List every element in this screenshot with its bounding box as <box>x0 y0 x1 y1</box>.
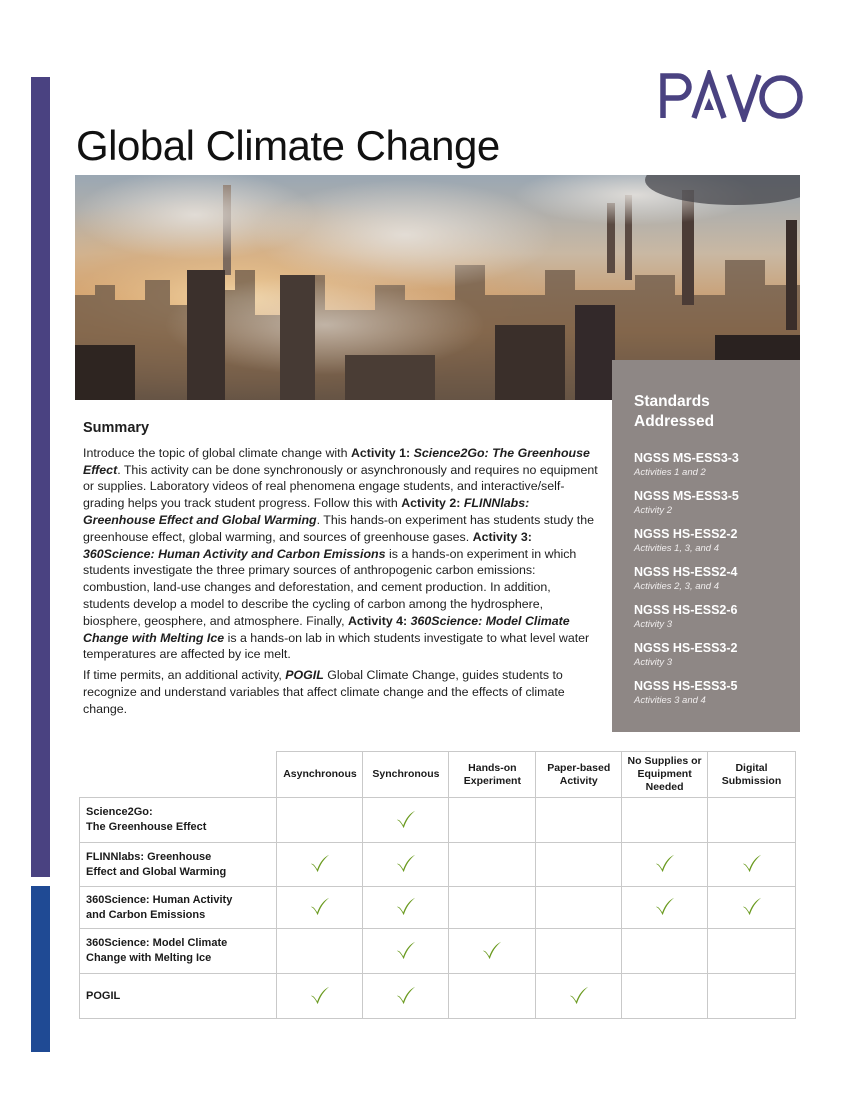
activity-label: Activity 4: <box>347 613 411 628</box>
standards-heading: Standards Addressed <box>634 393 715 430</box>
table-body <box>80 798 796 1019</box>
standards-panel <box>612 360 800 732</box>
table-cell <box>708 887 796 929</box>
checkmark-icon <box>309 895 331 917</box>
standard-code: NGSS HS-ESS2-2 <box>634 527 738 541</box>
row-label <box>80 887 277 929</box>
summary-text: is a hands-on experiment in which students investigate the three primary sources of anthropogenic carbon emissions: combustion, land-use changes and deforestation, and cement production. In addition, students develop a model to describe the cycling of carbon among the hydrosphere, biosphere, geosphere, and atmosphere. Finally, <box>83 546 577 628</box>
row-label-line: Effect and Global Warming <box>86 865 227 878</box>
standard-code: NGSS MS-ESS3-3 <box>634 451 739 465</box>
table-row <box>80 887 796 929</box>
table-cell <box>708 798 796 843</box>
checkmark-icon <box>395 895 417 917</box>
standard-item <box>634 640 782 670</box>
checkmark-icon <box>395 939 417 961</box>
column-header: Synchronous <box>363 752 449 798</box>
row-label-line: Change with Melting Ice <box>86 952 212 964</box>
column-header: Asynchronous <box>277 752 363 798</box>
table-cell <box>622 798 708 843</box>
standard-item <box>634 602 782 632</box>
table-cell <box>449 887 536 929</box>
row-label-line: 360Science: Model Climate <box>86 937 228 949</box>
standard-activities: Activity 3 <box>634 657 673 668</box>
standard-activities: Activities 1 and 2 <box>634 467 706 478</box>
summary-paragraph-2 <box>83 667 598 717</box>
row-label-line: FLINNlabs: Greenhouse <box>86 850 212 863</box>
row-label-line: POGIL <box>86 989 121 1002</box>
table-cell <box>622 974 708 1019</box>
page-title: Global Climate Change <box>76 122 500 169</box>
table-cell <box>449 974 536 1019</box>
column-header: Paper-based Activity <box>536 752 622 798</box>
summary-text: If time permits, an additional activity, <box>83 668 286 683</box>
row-label-line: 360Science: Human Activity <box>86 893 233 906</box>
standard-activities: Activities 2, 3, and 4 <box>634 581 720 592</box>
standard-item <box>634 450 782 480</box>
standard-code: NGSS HS-ESS2-6 <box>634 603 738 617</box>
summary-text: Global Climate Change, guides students to recognize and understand variables that affect climate change and the effects of climate change. <box>83 668 565 716</box>
table-cell <box>536 974 622 1019</box>
column-header: No Supplies or Equipment Needed <box>622 752 708 798</box>
side-accent-bar-blue <box>31 886 50 1052</box>
pavo-logo <box>658 70 804 122</box>
checkmark-icon <box>395 984 417 1006</box>
table-cell <box>536 929 622 974</box>
table-cell <box>277 974 363 1019</box>
table-cell <box>622 843 708 887</box>
summary-text: Introduce the topic of global climate change with <box>83 445 351 460</box>
activity-title: FLINNlabs: Greenhouse Effect and Global Warming <box>83 496 530 527</box>
column-header: Digital Submission <box>708 752 796 798</box>
row-label-line: Science2Go: <box>86 806 153 818</box>
table-cell <box>363 974 449 1019</box>
standard-item <box>634 526 782 556</box>
summary-text: . This activity can be done synchronously or asynchronously and requires no equipment or supplies. Laboratory videos of real phenomena engage students, and interactive/self-grading helps you track student progress. Follow this with <box>83 462 598 511</box>
row-label <box>80 929 277 974</box>
checkmark-icon <box>654 895 676 917</box>
checkmark-icon <box>309 852 331 874</box>
checkmark-icon <box>568 984 590 1006</box>
table-cell <box>363 929 449 974</box>
activity-comparison-table <box>79 751 796 1019</box>
activity-title: 360Science: Human Activity and Carbon Emissions <box>83 546 386 561</box>
activity-title: POGIL <box>285 668 324 683</box>
table-cell <box>449 843 536 887</box>
row-label-line: The Greenhouse Effect <box>86 821 207 833</box>
table-cell <box>277 798 363 843</box>
activity-title: Science2Go: The Greenhouse Effect <box>83 445 590 477</box>
table-row <box>80 974 796 1019</box>
table-cell <box>277 929 363 974</box>
standard-code: NGSS HS-ESS2-4 <box>634 565 738 579</box>
standard-item <box>634 564 782 594</box>
standard-code: NGSS HS-ESS3-5 <box>634 679 738 693</box>
summary-text: is a hands-on lab in which students investigate to what level water temperatures are affected by ice melt. <box>83 630 590 662</box>
standard-activities: Activities 3 and 4 <box>634 695 706 706</box>
table-cell <box>708 929 796 974</box>
checkmark-icon <box>481 939 503 961</box>
standard-activities: Activity 2 <box>634 505 673 516</box>
table-row <box>80 929 796 974</box>
standard-code: NGSS MS-ESS3-5 <box>634 489 739 503</box>
table-cell <box>536 843 622 887</box>
activity-title: 360Science: Model Climate Change with Melting Ice <box>83 613 570 645</box>
table-header-row <box>80 752 796 798</box>
row-label <box>80 974 277 1019</box>
standard-item <box>634 488 782 518</box>
standard-activities: Activity 3 <box>634 619 673 630</box>
standard-item <box>634 678 782 708</box>
table-cell <box>363 798 449 843</box>
standard-code: NGSS HS-ESS3-2 <box>634 641 738 655</box>
table-cell <box>536 798 622 843</box>
summary-section <box>83 420 598 722</box>
activity-label: Activity 3: <box>472 529 532 544</box>
table-cell <box>363 887 449 929</box>
table-cell <box>363 843 449 887</box>
checkmark-icon <box>654 852 676 874</box>
table-cell <box>449 929 536 974</box>
table-cell <box>622 929 708 974</box>
row-label <box>80 798 277 843</box>
summary-text: . This hands-on experiment has students study the greenhouse effect, global warming, and sources of greenhouse gases. <box>83 512 594 544</box>
side-accent-bar-purple <box>31 77 50 877</box>
table-cell <box>708 974 796 1019</box>
row-label-line: and Carbon Emissions <box>86 908 206 921</box>
table-row <box>80 843 796 887</box>
checkmark-icon <box>741 895 763 917</box>
table-corner <box>80 752 277 798</box>
checkmark-icon <box>309 984 331 1006</box>
checkmark-icon <box>395 852 417 874</box>
summary-heading: Summary <box>83 420 150 436</box>
table-cell <box>536 887 622 929</box>
table-cell <box>622 887 708 929</box>
table-cell <box>708 843 796 887</box>
checkmark-icon <box>395 808 417 830</box>
activity-label: Activity 2: <box>401 496 464 511</box>
checkmark-icon <box>741 852 763 874</box>
standard-activities: Activities 1, 3, and 4 <box>634 543 720 554</box>
column-header: Hands-on Experiment <box>449 752 536 798</box>
table-cell <box>277 887 363 929</box>
summary-paragraph-1 <box>83 445 598 663</box>
table-cell <box>449 798 536 843</box>
row-label <box>80 843 277 887</box>
table-cell <box>277 843 363 887</box>
activity-label: Activity 1: <box>350 445 414 460</box>
table-row <box>80 798 796 843</box>
